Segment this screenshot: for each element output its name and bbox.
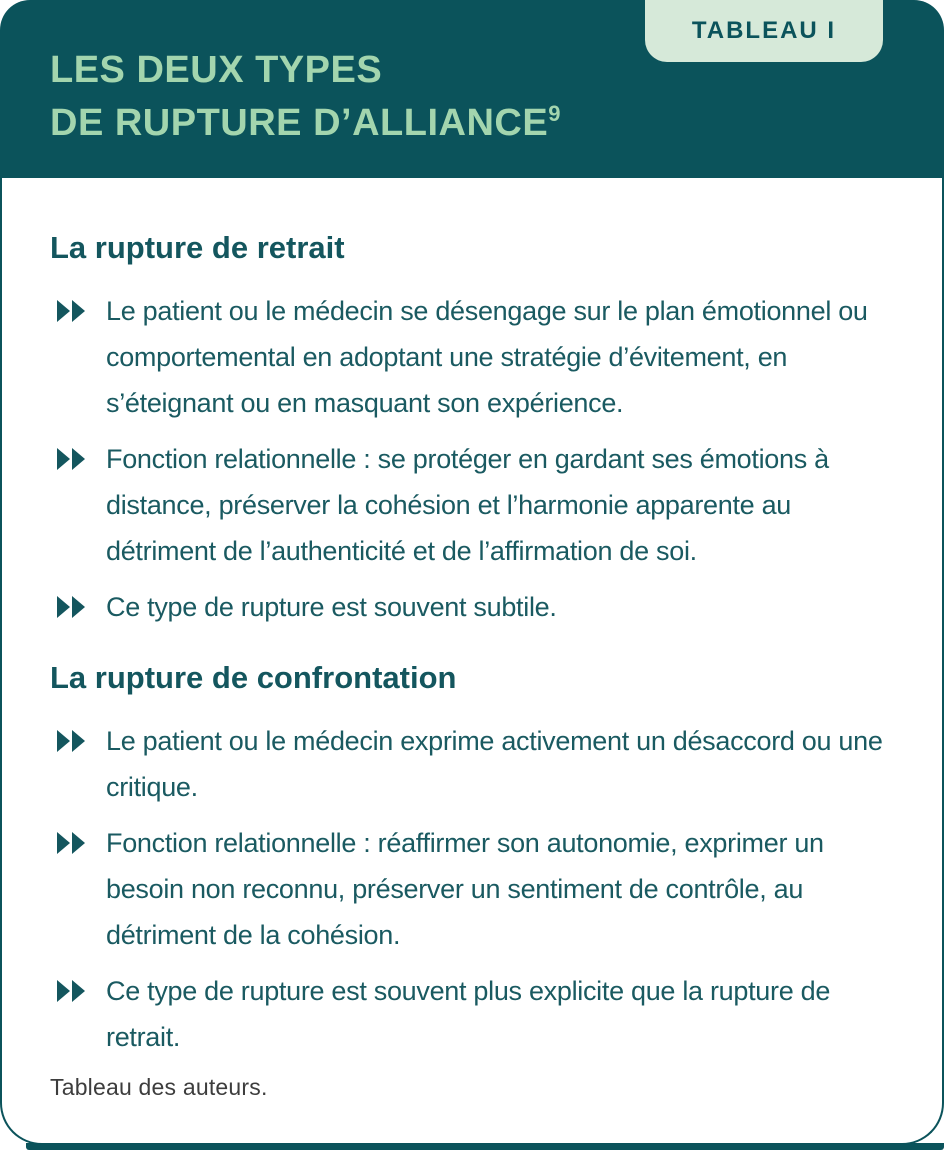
section-heading-retrait: La rupture de retrait [50, 230, 345, 265]
list-item-text: Le patient ou le médecin exprime activement un désaccord ou une critique. [106, 726, 883, 802]
list-item-text: Fonction relationnelle : réaffirmer son autonomie, exprimer un besoin non reconnu, préserver un sentiment de contrôle, au détriment de la cohésion. [106, 828, 824, 950]
double-chevron-right-icon [56, 300, 86, 322]
bullet-list-confrontation [48, 718, 898, 1060]
double-chevron-right-icon [56, 448, 86, 470]
list-item-text: Le patient ou le médecin se désengage sur le plan émotionnel ou comportemental en adoptant une stratégie d’évitement, en s’éteignant ou en masquant son expérience. [106, 296, 868, 418]
double-chevron-right-icon [56, 832, 86, 854]
figure-title-line1: LES DEUX TYPES [50, 49, 383, 91]
table-number-badge [645, 0, 883, 62]
list-item [56, 968, 898, 1060]
figure-title-line2: DE RUPTURE D’ALLIANCE [50, 102, 549, 144]
double-chevron-right-icon [56, 980, 86, 1002]
figure-title [50, 44, 561, 150]
figure-body [0, 178, 944, 1145]
double-chevron-right-icon [56, 596, 86, 618]
double-chevron-right-icon [56, 730, 86, 752]
list-item [56, 288, 898, 426]
table-number-label: TABLEAU I [691, 17, 837, 44]
list-item [56, 820, 898, 958]
title-reference-superscript: 9 [548, 101, 561, 126]
list-item-text: Ce type de rupture est souvent plus explicite que la rupture de retrait. [106, 976, 831, 1052]
list-item-text: Fonction relationnelle : se protéger en gardant ses émotions à distance, préserver la cohésion et l’harmonie apparente au détriment de l’authenticité et de l’affirmation de soi. [106, 444, 829, 566]
bullet-list-retrait [48, 288, 898, 630]
section-heading-confrontation: La rupture de confrontation [50, 660, 457, 695]
list-item [56, 718, 898, 810]
source-note: Tableau des auteurs. [50, 1074, 268, 1100]
list-item [56, 436, 898, 574]
list-item-text: Ce type de rupture est souvent subtile. [106, 592, 557, 622]
list-item [56, 584, 898, 630]
